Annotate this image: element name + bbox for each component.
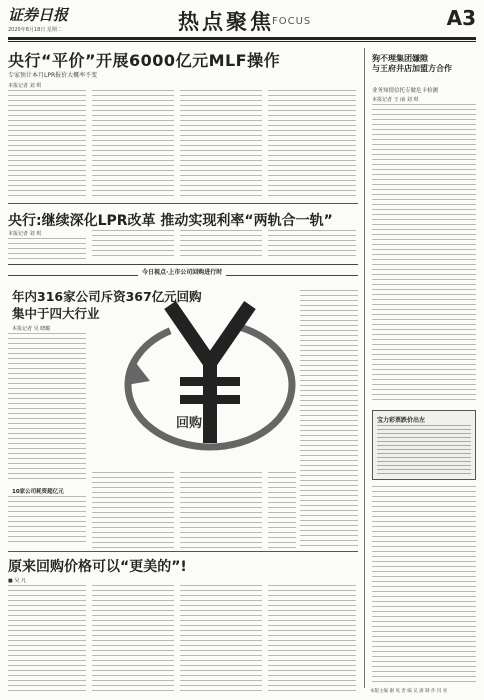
second-text-col-3 <box>180 230 262 260</box>
bottom-text-col-1 <box>8 585 86 693</box>
lead-text-col-2 <box>92 90 174 198</box>
sidebar-text-bottom <box>372 486 476 682</box>
yen-graphic <box>118 285 296 475</box>
bottom-headline: 原来回购价格可以“更美的”! <box>8 559 187 575</box>
buyback-illustration <box>118 285 296 475</box>
sidebar-text-top <box>372 104 476 404</box>
third-text-col-3 <box>180 472 262 548</box>
second-text-col-2 <box>92 230 174 260</box>
section-banner <box>8 264 358 276</box>
section-english: FOCUS <box>272 16 312 27</box>
third-text-col-4 <box>268 472 296 548</box>
bottom-text-col-4 <box>268 585 356 693</box>
lead-subheadline: 专家预计本月LPR报价大概率不变 <box>8 72 98 79</box>
sidebar-byline: 本报记者 王 丽 刘 琪 <box>372 97 419 103</box>
bottom-text-col-2 <box>92 585 174 693</box>
sidebar-box-title: 宝力彩票跌价出左 <box>377 417 426 424</box>
lead-separator <box>8 203 358 204</box>
section-title: 热点聚焦 <box>178 10 274 34</box>
bottom-text-col-3 <box>180 585 262 693</box>
third-headline-line-2: 集中于四大行业 <box>12 306 100 321</box>
sidebar-info-box <box>372 410 476 480</box>
third-subhead-1: 10家公司耗资超亿元 <box>12 489 64 495</box>
page-number: A3 <box>446 6 476 30</box>
third-text-col-1b <box>8 496 86 546</box>
sidebar-headline-line-2: 与王府井店加盟方合作 <box>372 64 452 73</box>
lead-text-col-4 <box>268 90 356 198</box>
banner-label: 今日视点·上市公司回购进行时 <box>138 267 226 276</box>
lead-headline: 央行“平价”开展6000亿元MLF操作 <box>8 51 281 70</box>
third-separator <box>8 551 358 552</box>
lead-text-col-3 <box>180 90 262 198</box>
sidebar-divider <box>364 48 365 688</box>
third-byline: 本报记者 吴 晓璐 <box>12 326 51 332</box>
paper-name: 证券日报 <box>8 6 69 24</box>
masthead <box>8 4 478 44</box>
bottom-byline: ■ 吴 凡 <box>8 578 26 584</box>
masthead-rule-thin <box>8 41 476 42</box>
lead-byline: 本报记者 刘 琪 <box>8 83 42 89</box>
second-text-col-1 <box>8 238 86 260</box>
lead-text-col-1 <box>8 90 86 198</box>
second-byline: 本报记者 刘 琪 <box>8 231 42 237</box>
second-text-col-4 <box>268 230 356 260</box>
second-headline: 央行:继续深化LPR改革 推动实现利率“两轨合一轨” <box>8 213 333 229</box>
sidebar-subheadline: 业务知情信托专做危卡检测 <box>372 88 439 94</box>
third-text-col-1 <box>8 333 86 483</box>
masthead-rule <box>8 37 476 40</box>
sidebar-headline-line-1: 狗不理集团嫌隙 <box>372 54 428 63</box>
issue-date: 2020年8月18日 星期二 <box>8 27 62 33</box>
sidebar-box-body <box>377 425 471 475</box>
sidebar-headline <box>372 54 452 74</box>
third-text-col-2 <box>92 472 174 548</box>
third-text-col-5 <box>300 290 358 548</box>
graphic-label: 回购 <box>176 416 203 431</box>
third-headline-line-1: 年内316家公司斥资367亿元回购 <box>12 289 202 304</box>
page-footer: 本版主编 谢 岚 责 编 吴 澍 制 作 闫 亮 <box>370 689 448 694</box>
